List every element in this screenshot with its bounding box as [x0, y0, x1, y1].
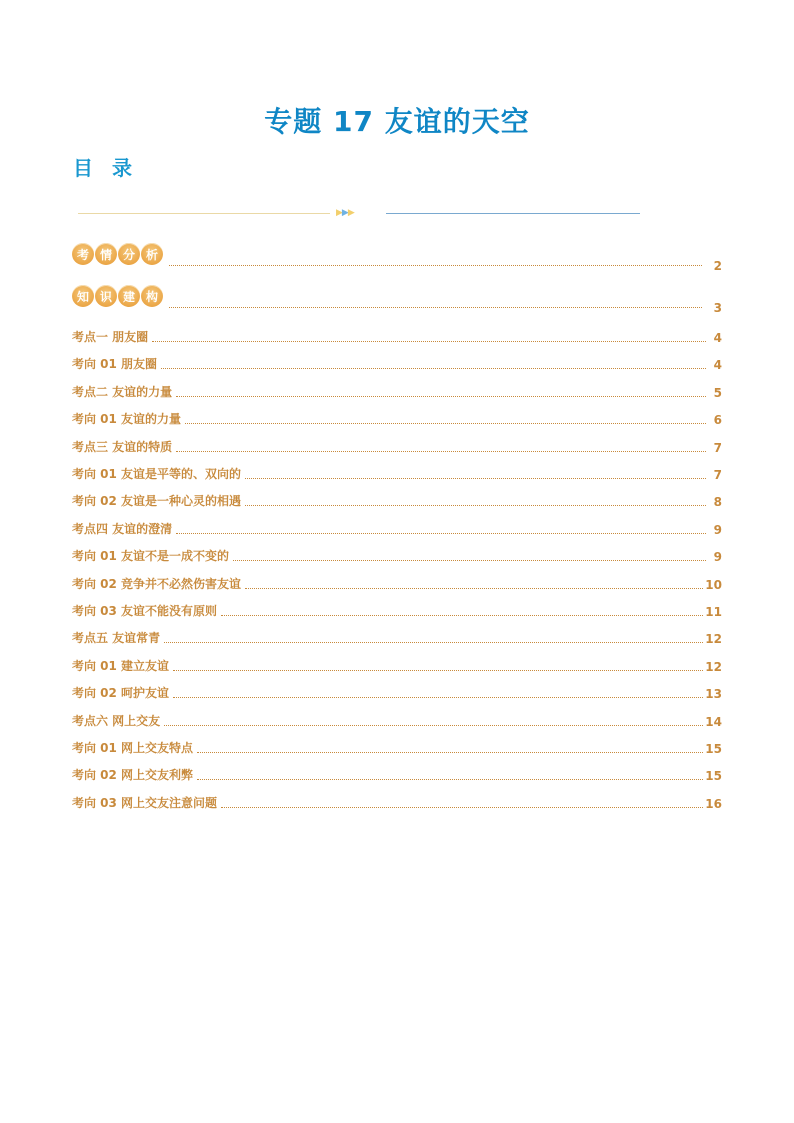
- page-number: 13: [705, 687, 722, 701]
- toc-entry[interactable]: [72, 548, 722, 564]
- toc-section-zhishi[interactable]: [72, 285, 722, 319]
- page-number: 15: [705, 742, 722, 756]
- arrows-icon: ▶▶▶: [336, 208, 354, 218]
- dot-leader: [197, 752, 703, 753]
- entry-label: 考向 01 网上交友特点: [72, 741, 194, 755]
- entry-label: 考向 02 竞争并不必然伤害友谊: [72, 577, 242, 591]
- page-number: 3: [713, 301, 722, 315]
- page-number: 9: [713, 550, 722, 564]
- badge-char: 析: [141, 243, 163, 265]
- divider-line-right: [386, 213, 640, 214]
- toc-entry[interactable]: [72, 466, 722, 482]
- toc-entry[interactable]: [72, 356, 722, 372]
- toc-section-kaoqing[interactable]: [72, 243, 722, 277]
- divider-line-left: [78, 213, 330, 214]
- dot-leader: [245, 505, 706, 506]
- dot-leader: [173, 670, 703, 671]
- page-number: 2: [713, 259, 722, 273]
- entry-label: 考向 01 朋友圈: [72, 357, 158, 371]
- toc-entry[interactable]: [72, 685, 722, 701]
- section-badge: [72, 243, 163, 265]
- badge-char: 考: [72, 243, 94, 265]
- page-number: 7: [713, 468, 722, 482]
- toc-entry[interactable]: [72, 493, 722, 509]
- page-number: 5: [713, 386, 722, 400]
- toc-entry[interactable]: [72, 658, 722, 674]
- dot-leader: [164, 642, 703, 643]
- dot-leader: [245, 588, 703, 589]
- entry-label: 考向 03 友谊不能没有原则: [72, 604, 218, 618]
- toc-entry[interactable]: [72, 740, 722, 756]
- dot-leader: [152, 341, 706, 342]
- dot-leader: [233, 560, 706, 561]
- toc-entry[interactable]: [72, 795, 722, 811]
- dot-leader: [176, 451, 706, 452]
- entry-label: 考点四 友谊的澄清: [72, 522, 173, 536]
- dot-leader: [221, 615, 703, 616]
- entry-label: 考向 01 建立友谊: [72, 659, 170, 673]
- document-title: 专题 17 友谊的天空: [264, 105, 530, 138]
- page-number: 12: [705, 632, 722, 646]
- toc-entry[interactable]: [72, 576, 722, 592]
- entry-label: 考向 02 呵护友谊: [72, 686, 170, 700]
- entry-label: 考点三 友谊的特质: [72, 440, 173, 454]
- entry-label: 考点五 友谊常青: [72, 631, 161, 645]
- toc-entry[interactable]: [72, 767, 722, 783]
- toc-entry[interactable]: [72, 411, 722, 427]
- dot-leader: [164, 725, 703, 726]
- page-number: 8: [713, 495, 722, 509]
- entry-label: 考向 03 网上交友注意问题: [72, 796, 218, 810]
- dot-leader: [245, 478, 706, 479]
- toc-entry[interactable]: [72, 630, 722, 646]
- toc-entry[interactable]: [72, 521, 722, 537]
- badge-char: 构: [141, 285, 163, 307]
- dot-leader: [185, 423, 706, 424]
- page-number: 7: [713, 441, 722, 455]
- toc-entry[interactable]: [72, 439, 722, 455]
- dot-leader: [169, 265, 702, 266]
- entry-label: 考向 01 友谊的力量: [72, 412, 182, 426]
- dot-leader: [161, 368, 706, 369]
- dot-leader: [173, 697, 703, 698]
- entry-label: 考向 01 友谊不是一成不变的: [72, 549, 230, 563]
- toc-heading: 目 录: [73, 156, 138, 180]
- entry-label: 考点二 友谊的力量: [72, 385, 173, 399]
- badge-char: 分: [118, 243, 140, 265]
- page-number: 15: [705, 769, 722, 783]
- page-number: 4: [713, 331, 722, 345]
- page-number: 11: [705, 605, 722, 619]
- badge-char: 识: [95, 285, 117, 307]
- page-number: 12: [705, 660, 722, 674]
- entry-label: 考点六 网上交友: [72, 714, 161, 728]
- toc-entry[interactable]: [72, 384, 722, 400]
- toc-entry[interactable]: [72, 329, 722, 345]
- page-number: 14: [705, 715, 722, 729]
- dot-leader: [221, 807, 703, 808]
- entry-label: 考向 02 网上交友利弊: [72, 768, 194, 782]
- entry-label: 考向 01 友谊是平等的、双向的: [72, 467, 242, 481]
- section-badge: [72, 285, 163, 307]
- dot-leader: [176, 533, 706, 534]
- dot-leader: [197, 779, 703, 780]
- dot-leader: [169, 307, 702, 308]
- badge-char: 知: [72, 285, 94, 307]
- page-number: 4: [713, 358, 722, 372]
- badge-char: 建: [118, 285, 140, 307]
- toc-entry[interactable]: [72, 603, 722, 619]
- page-number: 9: [713, 523, 722, 537]
- badge-char: 情: [95, 243, 117, 265]
- page-number: 10: [705, 578, 722, 592]
- decorative-divider: [78, 206, 640, 220]
- entry-label: 考向 02 友谊是一种心灵的相遇: [72, 494, 242, 508]
- dot-leader: [176, 396, 706, 397]
- page-number: 16: [705, 797, 722, 811]
- toc-entry[interactable]: [72, 713, 722, 729]
- page-number: 6: [713, 413, 722, 427]
- entry-label: 考点一 朋友圈: [72, 330, 149, 344]
